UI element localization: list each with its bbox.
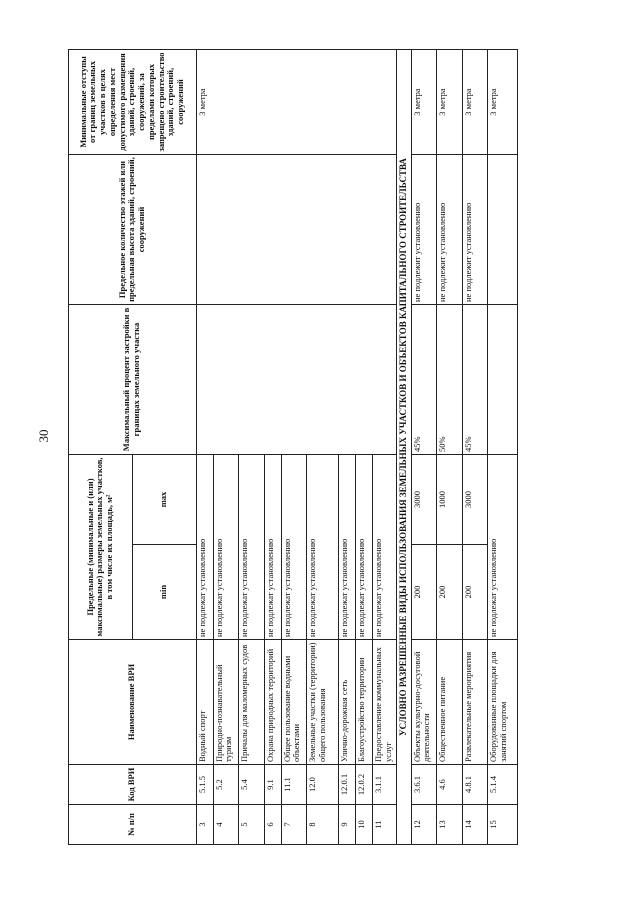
row-area: не подлежат установлению — [488, 455, 518, 640]
row-floors — [196, 155, 396, 305]
row-code: 9.1 — [264, 765, 281, 805]
row-name: Предоставление коммунальных услуг — [372, 640, 396, 765]
row-code: 12.0.1 — [338, 765, 355, 805]
header-area-group: Предельные (минимальные и (или) максимальные) размеры земельных участков, в том числе их площадь, м² — [69, 455, 133, 640]
row-floors: не подлежит установлению — [437, 155, 463, 305]
row-area: не подлежат установлению — [307, 455, 339, 640]
row-num: 12 — [411, 805, 437, 845]
row-name: Общее пользование водными объектами — [281, 640, 307, 765]
header-area-max: max — [132, 455, 196, 545]
vri-table — [68, 49, 518, 845]
row-code: 5.1.4 — [488, 765, 518, 805]
header-floors: Предельное количество этажей или предельная высота зданий, строений, сооружений — [69, 155, 197, 305]
row-name: Причалы для маломерных судов — [239, 640, 265, 765]
row-setback: 3 метра — [437, 50, 463, 155]
row-percent — [196, 305, 396, 455]
row-floors: не подлежит установлению — [411, 155, 437, 305]
row-min: 200 — [462, 545, 488, 640]
row-setback: 3 метра — [411, 50, 437, 155]
row-name: Природно-познавательный туризм — [213, 640, 239, 765]
table-row — [462, 50, 488, 845]
row-code: 3.6.1 — [411, 765, 437, 805]
row-area: не подлежат установлению — [338, 455, 355, 640]
row-name: Земельные участки (территории) общего пользования — [307, 640, 339, 765]
row-floors: не подлежит установлению — [462, 155, 488, 305]
row-area: не подлежат установлению — [264, 455, 281, 640]
table-row — [411, 50, 437, 845]
table-row — [196, 50, 213, 845]
row-area: не подлежат установлению — [355, 455, 372, 640]
row-num: 15 — [488, 805, 518, 845]
section-title: УСЛОВНО РАЗРЕШЕННЫЕ ВИДЫ ИСПОЛЬЗОВАНИЯ ЗЕМЕЛЬНЫХ УЧАСТКОВ И ОБЪЕКТОВ КАПИТАЛЬНОГО СТРОИТЕЛЬСТВА — [396, 50, 411, 845]
row-code: 12.0.2 — [355, 765, 372, 805]
header-setback: Минимальные отступы от границ земельных участков в целях определения мест допустимого размещения зданий, строений, сооружений, за пределами которых запрещено строительство зданий, строений, сооружений — [69, 50, 197, 155]
row-num: 3 — [196, 805, 213, 845]
header-code: Код ВРИ — [69, 765, 197, 805]
row-num: 9 — [338, 805, 355, 845]
row-num: 10 — [355, 805, 372, 845]
row-floors — [488, 155, 518, 305]
row-area: не подлежат установлению — [239, 455, 265, 640]
row-percent: 45% — [462, 305, 488, 455]
rotated-table — [68, 50, 518, 845]
row-max: 3000 — [462, 455, 488, 545]
row-max: 3000 — [411, 455, 437, 545]
row-name: Улично-дорожная сеть — [338, 640, 355, 765]
row-num: 4 — [213, 805, 239, 845]
row-name: Объекты культурно-досуговой деятельности — [411, 640, 437, 765]
row-num: 5 — [239, 805, 265, 845]
row-code: 11.1 — [281, 765, 307, 805]
row-percent: 50% — [437, 305, 463, 455]
table-row — [488, 50, 518, 845]
row-name: Благоустройство территории — [355, 640, 372, 765]
row-code: 4.6 — [437, 765, 463, 805]
row-name: Развлекательные мероприятия — [462, 640, 488, 765]
row-name: Водный спорт — [196, 640, 213, 765]
row-area: не подлежат установлению — [281, 455, 307, 640]
row-code: 3.1.1 — [372, 765, 396, 805]
row-code: 5.2 — [213, 765, 239, 805]
row-code: 4.8.1 — [462, 765, 488, 805]
table-row — [437, 50, 463, 845]
row-area: не подлежат установлению — [213, 455, 239, 640]
row-setback: 3 метра — [462, 50, 488, 155]
row-name: Охрана природных территорий — [264, 640, 281, 765]
row-min: 200 — [411, 545, 437, 640]
row-setback: 3 метра — [196, 50, 396, 155]
row-percent: 45% — [411, 305, 437, 455]
row-name: Общественное питание — [437, 640, 463, 765]
row-area: не подлежат установлению — [196, 455, 213, 640]
row-num: 13 — [437, 805, 463, 845]
row-setback: 3 метра — [488, 50, 518, 155]
row-percent — [488, 305, 518, 455]
row-max: 1000 — [437, 455, 463, 545]
header-num: № п/п — [69, 805, 197, 845]
row-num: 11 — [372, 805, 396, 845]
row-code: 12.0 — [307, 765, 339, 805]
header-area-min: min — [132, 545, 196, 640]
row-code: 5.4 — [239, 765, 265, 805]
row-num: 7 — [281, 805, 307, 845]
table-wrapper — [68, 50, 518, 845]
row-min: 200 — [437, 545, 463, 640]
row-name: Оборудованные площадки для занятий спортом — [488, 640, 518, 765]
row-area: не подлежат установлению — [372, 455, 396, 640]
row-num: 8 — [307, 805, 339, 845]
header-percent: Максимальный процент застройки в границах земельного участка — [69, 305, 197, 455]
row-code: 5.1.5 — [196, 765, 213, 805]
row-num: 14 — [462, 805, 488, 845]
page-number: 30 — [36, 429, 51, 443]
row-num: 6 — [264, 805, 281, 845]
header-name: Наименование ВРИ — [69, 640, 197, 765]
